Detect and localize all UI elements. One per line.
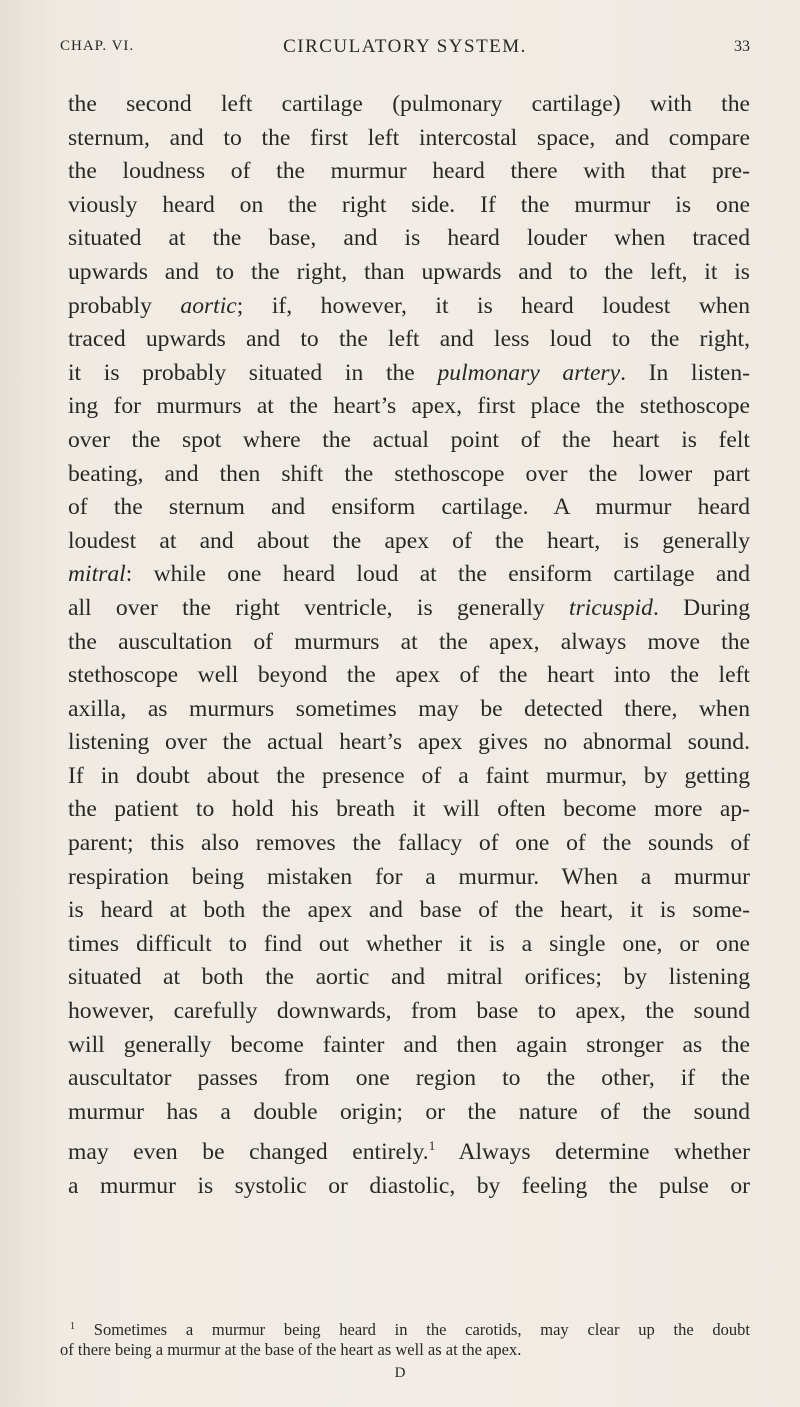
- text-line: [68, 357, 750, 391]
- text-line: [68, 726, 750, 760]
- text-segment: beating, and then shift the stethoscope over the lower part: [68, 460, 750, 487]
- text-segment: however, carefully downwards, from base to apex, the sound: [68, 998, 750, 1025]
- text-segment: If in doubt about the presence of a faint murmur, by getting: [68, 762, 750, 789]
- text-segment: all over the right ventricle, is generally: [68, 594, 570, 621]
- text-line: [68, 995, 750, 1029]
- text-segment: the auscultation of murmurs at the apex, always move the: [68, 628, 750, 655]
- text-line: [68, 894, 750, 928]
- text-segment: . In listen-: [620, 359, 751, 386]
- text-line: [68, 961, 750, 995]
- text-line: [68, 155, 750, 189]
- footnote-marker: 1: [70, 1321, 75, 1332]
- footnote-line: [60, 1317, 750, 1340]
- text-segment: ing for murmurs at the heart’s apex, first place the stethoscope: [68, 393, 750, 420]
- text-segment: stethoscope well beyond the apex of the heart into the left: [68, 662, 750, 689]
- text-segment: the second left cartilage (pulmonary cartilage) with the: [68, 91, 750, 117]
- text-segment: traced upwards and to the left and less loud to the right,: [68, 326, 750, 353]
- text-line: [68, 1170, 750, 1204]
- text-segment: : while one heard loud at the ensiform cartilage and: [125, 561, 750, 588]
- text-segment: auscultator passes from one region to the other, if the: [68, 1065, 750, 1092]
- text-segment: loudest at and about the apex of the heart, is generally: [68, 527, 750, 554]
- footnote-text-1: Sometimes a murmur being heard in the carotids, may clear up the doubt: [93, 1320, 750, 1339]
- text-line: [68, 928, 750, 962]
- text-line: [68, 793, 750, 827]
- text-segment: may even be changed entirely.: [68, 1139, 429, 1166]
- text-segment: over the spot where the actual point of the heart is felt: [68, 426, 750, 453]
- body-text: [68, 88, 750, 1203]
- text-line: [68, 458, 750, 492]
- italic-term: aortic: [180, 292, 237, 319]
- text-segment: is heard at both the apex and base of the heart, it is some-: [68, 897, 750, 924]
- text-line: [68, 1029, 750, 1063]
- text-line: [68, 189, 750, 223]
- text-line: [68, 122, 750, 156]
- text-segment: listening over the actual heart’s apex gives no abnormal sound.: [68, 729, 750, 756]
- text-segment: respiration being mistaken for a murmur. When a murmur: [68, 863, 750, 890]
- italic-term: pulmonary artery: [437, 359, 621, 386]
- text-segment: the loudness of the murmur heard there with that pre-: [68, 158, 750, 185]
- text-segment: probably: [68, 292, 181, 319]
- text-segment: the patient to hold his breath it will often become more ap-: [68, 796, 750, 823]
- text-line: [68, 88, 750, 122]
- text-line: [68, 390, 750, 424]
- text-line: [68, 659, 750, 693]
- text-segment: situated at the base, and is heard louder when traced: [68, 225, 750, 252]
- page-number: 33: [734, 38, 750, 55]
- text-segment: Always determine whether: [435, 1139, 750, 1166]
- chapter-label: CHAP. VI.: [60, 38, 135, 54]
- text-segment: . During: [652, 594, 751, 621]
- text-line: [68, 323, 750, 357]
- italic-term: mitral: [68, 561, 126, 588]
- text-segment: murmur has a double origin; or the nature of the sound: [68, 1098, 750, 1125]
- text-segment: of the sternum and ensiform cartilage. A murmur heard: [68, 494, 750, 521]
- text-segment: situated at both the aortic and mitral orifices; by listening: [68, 964, 750, 991]
- text-segment: will generally become fainter and then again stronger as the: [68, 1031, 750, 1058]
- text-segment: upwards and to the right, than upwards and to the left, it is: [68, 258, 750, 285]
- text-line: [68, 693, 750, 727]
- text-line: [68, 525, 750, 559]
- text-line: [68, 1129, 750, 1169]
- page-title: CIRCULATORY SYSTEM.: [283, 36, 527, 57]
- text-line: [68, 290, 750, 324]
- text-line: [68, 861, 750, 895]
- text-line: [68, 1096, 750, 1130]
- italic-term: tricuspid: [569, 594, 653, 621]
- running-head: [60, 38, 750, 68]
- text-line: [68, 760, 750, 794]
- text-segment: times difficult to find out whether it is a single one, or one: [68, 930, 750, 957]
- text-line: [68, 558, 750, 592]
- text-line: [68, 827, 750, 861]
- text-segment: viously heard on the right side. If the murmur is one: [68, 191, 750, 218]
- footnote-line: of there being a murmur at the base of the heart as well as at the apex.: [60, 1340, 522, 1359]
- text-segment: a murmur is systolic or diastolic, by feeling the pulse or: [68, 1172, 750, 1199]
- text-segment: axilla, as murmurs sometimes may be detected there, when: [68, 695, 750, 722]
- text-line: [68, 256, 750, 290]
- text-line: [68, 626, 750, 660]
- text-segment: it is probably situated in the: [68, 359, 438, 386]
- text-line: [68, 491, 750, 525]
- footnote-ref: 1: [428, 1138, 436, 1154]
- text-line: [68, 1062, 750, 1096]
- text-line: [68, 222, 750, 256]
- text-line: [68, 592, 750, 626]
- text-segment: ; if, however, it is heard loudest when: [236, 292, 750, 319]
- text-segment: sternum, and to the first left intercostal space, and compare: [68, 124, 750, 151]
- text-line: [68, 424, 750, 458]
- text-segment: parent; this also removes the fallacy of one of the sounds of: [68, 830, 750, 857]
- footnote: [60, 1317, 750, 1360]
- signature-mark: D: [394, 1365, 406, 1381]
